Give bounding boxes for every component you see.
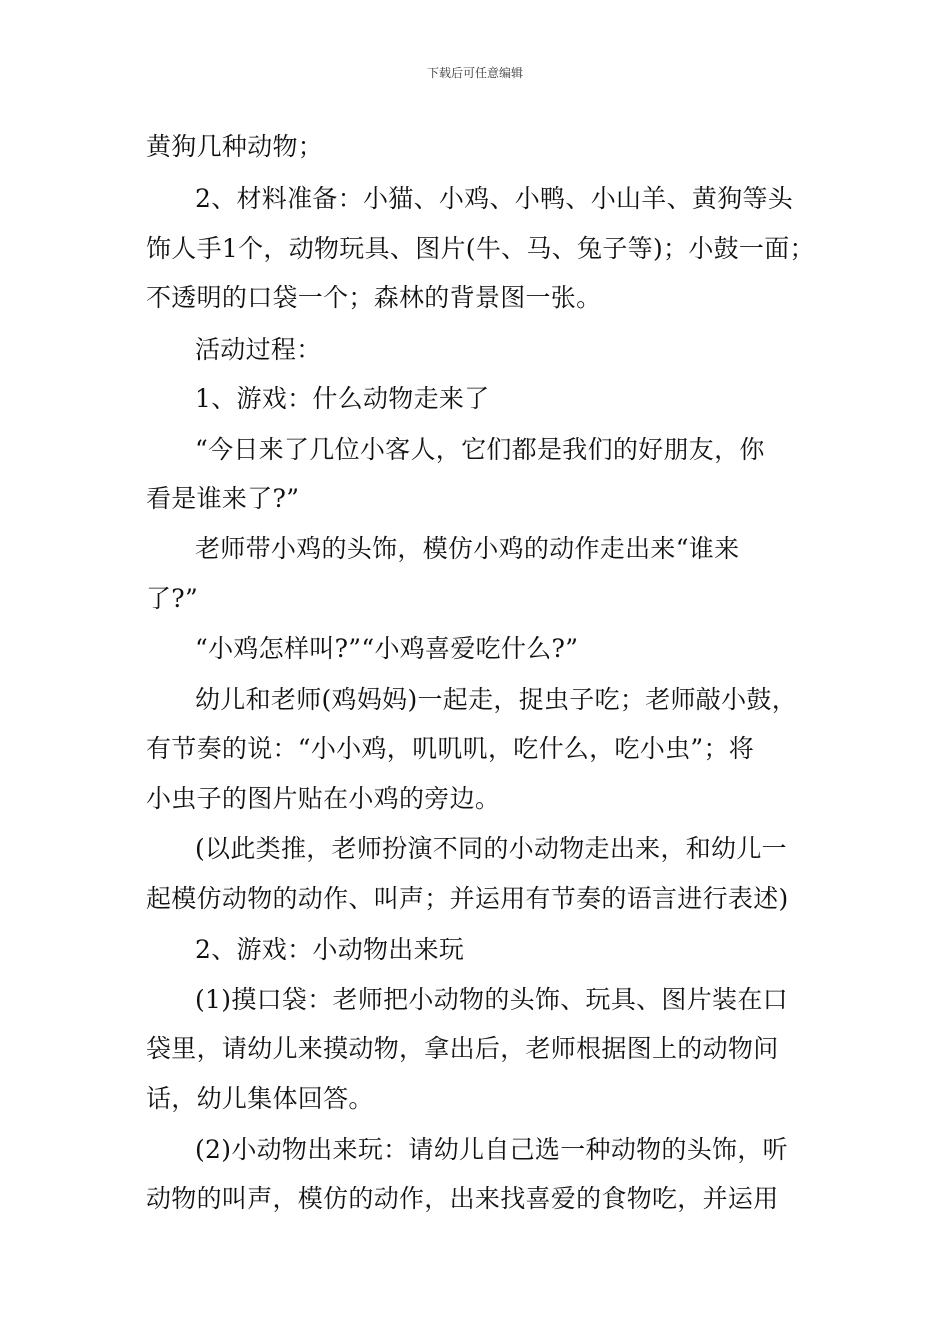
text-line: 2、材料准备：小猫、小鸡、小鸭、小山羊、黄狗等头 (195, 184, 794, 213)
text-line: 话，幼儿集体回答。 (146, 1084, 374, 1113)
text-line: 不透明的口袋一个；森林的背景图一张。 (146, 283, 602, 312)
text-line: 袋里，请幼儿来摸动物，拿出后，老师根据图上的动物问 (146, 1034, 779, 1063)
text-line: (2)小动物出来玩：请幼儿自己选一种动物的头饰，听 (195, 1135, 788, 1164)
text-line: (以此类推，老师扮演不同的小动物走出来，和幼儿一 (195, 834, 787, 863)
text-line: 老师带小鸡的头饰，模仿小鸡的动作走出来“谁来 (195, 534, 740, 563)
text-line: 1、游戏：什么动物走来了 (195, 384, 490, 413)
text-line: 小虫子的图片贴在小鸡的旁边。 (146, 784, 501, 813)
page-header: 下载后可任意编辑 (426, 66, 523, 80)
text-line: “小鸡怎样叫?”“小鸡喜爱吃什么?” (195, 634, 579, 663)
text-line: 饰人手1个，动物玩具、图片(牛、马、兔子等)；小鼓一面； (146, 234, 815, 263)
text-line: 了?” (146, 584, 199, 613)
text-line: 看是谁来了?” (146, 484, 300, 513)
text-line: 有节奏的说：“小小鸡，叽叽叽，吃什么，吃小虫”；将 (146, 734, 755, 763)
text-line: (1)摸口袋：老师把小动物的头饰、玩具、图片装在口 (195, 985, 788, 1014)
text-line: 幼儿和老师(鸡妈妈)一起走，捉虫子吃；老师敲小鼓， (195, 685, 798, 714)
text-line: “今日来了几位小客人，它们都是我们的好朋友，你 (195, 435, 765, 464)
text-line: 活动过程： (195, 335, 322, 364)
text-line: 2、游戏：小动物出来玩 (195, 935, 465, 964)
text-line: 起模仿动物的动作、叫声；并运用有节奏的语言进行表述) (146, 884, 789, 913)
text-line: 黄狗几种动物； (146, 132, 324, 161)
text-line: 动物的叫声，模仿的动作，出来找喜爱的食物吃，并运用 (146, 1184, 779, 1213)
